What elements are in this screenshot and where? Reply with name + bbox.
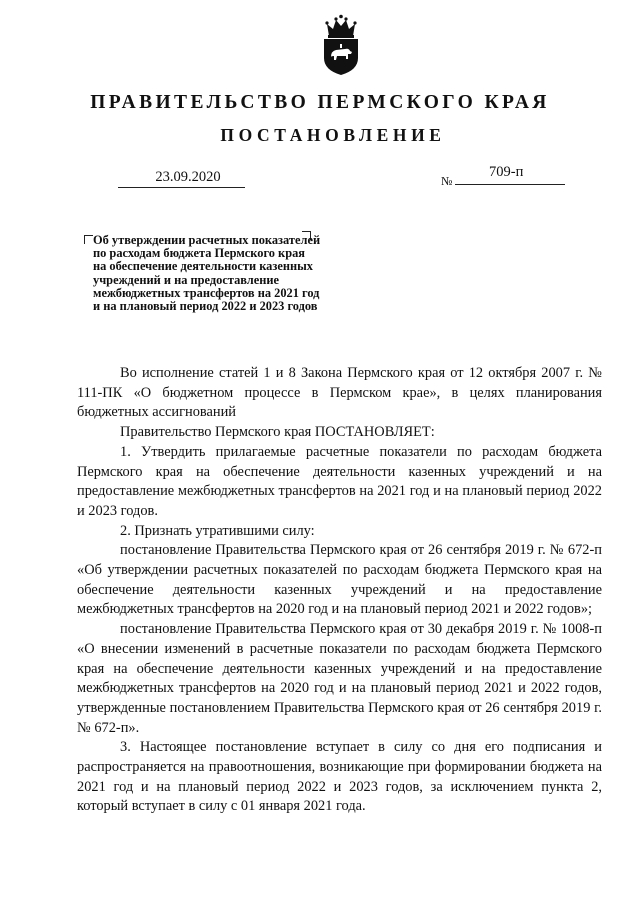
number-sign: № <box>441 174 453 188</box>
number-underline <box>455 184 565 185</box>
document-number: 709-п <box>489 164 524 180</box>
body-paragraph: Во исполнение статей 1 и 8 Закона Пермского края от 12 октября 2007 г. № 111-ПК «О бюджетном процессе в Пермском крае», в целях планирования бюджетных ассигнований <box>77 365 602 421</box>
document-date: 23.09.2020 <box>155 169 221 185</box>
coat-of-arms-icon <box>321 14 361 76</box>
body-paragraph: 3. Настоящее постановление вступает в силу со дня его подписания и распространяется на правоотношения, возникающие при формировании бюджета на 2021 год и на плановый период 2022 и 2023 годов, за исключением пункта 2, который вступает в силу с 01 января 2021 года. <box>77 739 602 815</box>
document-body <box>77 364 602 817</box>
body-paragraph: 1. Утвердить прилагаемые расчетные показатели по расходам бюджета Пермского края на обеспечение деятельности казенных учреждений и на предоставление межбюджетных трансфертов на 2021 год и на плановый период 2022 и 2023 годов. <box>77 443 602 519</box>
subject-bracket-left <box>84 235 93 244</box>
body-paragraph: постановление Правительства Пермского края от 30 декабря 2019 г. № 1008-п «О внесении изменений в расчетные показатели по расходам бюджета Пермского края на обеспечение деятельности казенных учреждений и на предоставление межбюджетных трансфертов на 2020 год и на плановый период 2021 и 2022 годов, утвержденные постановлением Правительства Пермского края от 26 сентября 2019 г. № 672-п». <box>77 621 602 736</box>
body-paragraph: постановление Правительства Пермского края от 26 сентября 2019 г. № 672-п «Об утверждении расчетных показателей по расходам бюджета Пермского края на обеспечение деятельности казенных учреждений и на предоставление межбюджетных трансфертов на 2020 год и на плановый период 2021 и 2022 годов»; <box>77 542 602 618</box>
body-paragraph: 2. Признать утратившими силу: <box>120 522 315 539</box>
body-paragraph: Правительство Пермского края ПОСТАНОВЛЯЕТ: <box>120 424 435 441</box>
document-type-title: ПОСТАНОВЛЕНИЕ <box>220 125 446 145</box>
government-title: ПРАВИТЕЛЬСТВО ПЕРМСКОГО КРАЯ <box>90 92 550 113</box>
date-underline <box>118 187 245 188</box>
document-subject: Об утверждении расчетных показателей по расходам бюджета Пермского края на обеспечение деятельности казенных учреждений и на предоставление межбюджетных трансфертов на 2021 год и на плановый период 2022 и 2023 годов <box>93 233 321 314</box>
